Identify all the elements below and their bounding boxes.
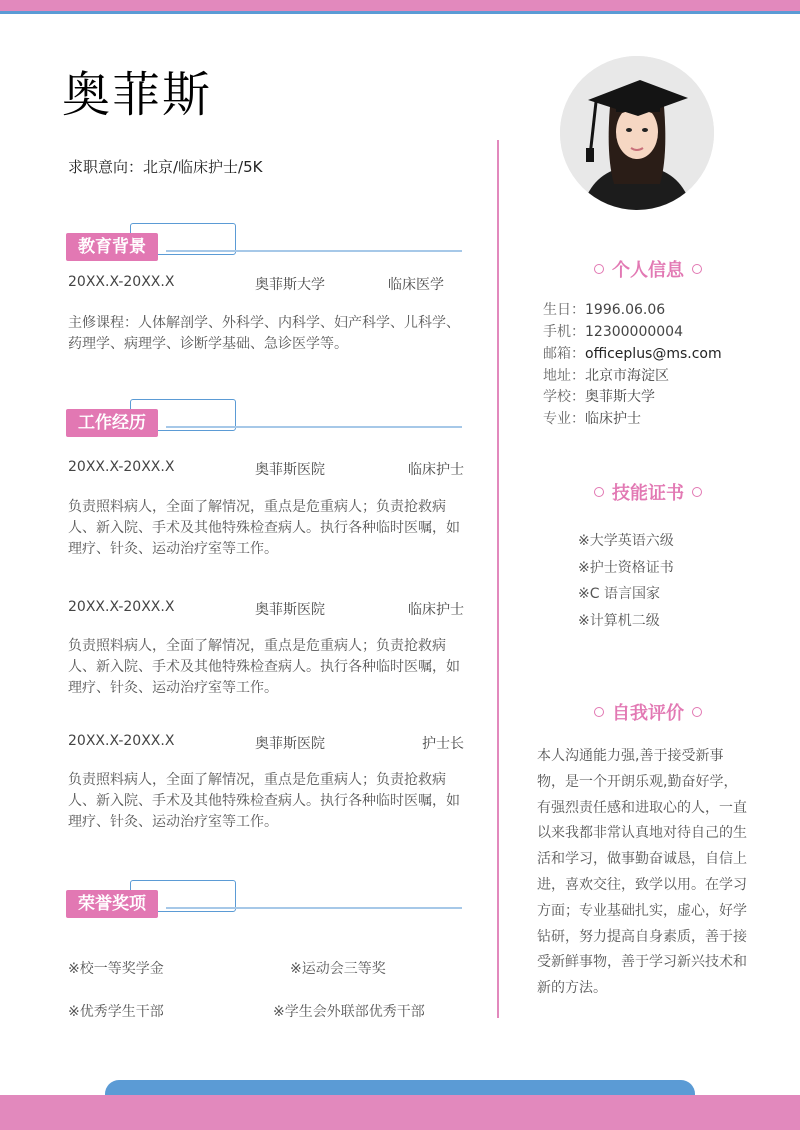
info-value: 12300000004 bbox=[585, 324, 683, 340]
footer-accent-pink bbox=[0, 1095, 800, 1130]
info-value: 1996.06.06 bbox=[585, 302, 666, 318]
info-label: 手机： bbox=[543, 324, 585, 340]
work-date: 20XX.X-20XX.X bbox=[68, 733, 175, 749]
honor-item: ※运动会三等奖 bbox=[290, 961, 386, 977]
circle-icon bbox=[692, 487, 702, 497]
work-role: 护士长 bbox=[422, 736, 464, 752]
work-row bbox=[68, 599, 464, 619]
avatar bbox=[560, 56, 714, 210]
honor-item: ※校一等奖学金 bbox=[68, 961, 164, 977]
circle-icon bbox=[594, 264, 604, 274]
work-date: 20XX.X-20XX.X bbox=[68, 459, 175, 475]
info-value: officeplus@ms.com bbox=[585, 346, 722, 362]
info-value: 奥菲斯大学 bbox=[585, 389, 655, 405]
self-eval-heading bbox=[498, 699, 798, 725]
info-row-email bbox=[543, 343, 722, 363]
honor-item: ※学生会外联部优秀干部 bbox=[273, 1004, 425, 1020]
section-title: 工作经历 bbox=[66, 409, 158, 437]
education-row bbox=[68, 274, 464, 294]
top-accent-bar bbox=[0, 0, 800, 11]
personal-info-heading bbox=[498, 256, 798, 282]
work-row bbox=[68, 459, 464, 479]
work-description: 负责照料病人，全面了解情况，重点是危重病人；负责抢救病人、新入院、手术及其他特殊检查病人。执行各种临时医嘱，如理疗、针灸、运动治疗室等工作。 bbox=[68, 499, 460, 557]
section-title: 荣誉奖项 bbox=[66, 890, 158, 918]
honors-section-header bbox=[66, 882, 466, 922]
education-section-header bbox=[66, 225, 466, 265]
top-accent-line bbox=[0, 11, 800, 14]
info-label: 地址： bbox=[543, 368, 585, 384]
info-value: 北京市海淀区 bbox=[585, 368, 669, 384]
section-rule bbox=[166, 250, 462, 252]
circle-icon bbox=[692, 264, 702, 274]
education-major: 临床医学 bbox=[388, 277, 444, 293]
candidate-name: 奥菲斯 bbox=[62, 67, 213, 123]
honor-item: ※优秀学生干部 bbox=[68, 1004, 164, 1020]
work-description: 负责照料病人，全面了解情况，重点是危重病人；负责抢救病人、新入院、手术及其他特殊检查病人。执行各种临时医嘱，如理疗、针灸、运动治疗室等工作。 bbox=[68, 638, 460, 696]
skills-title: 技能证书 bbox=[612, 483, 684, 504]
info-label: 专业： bbox=[543, 411, 585, 427]
education-courses: 主修课程：人体解剖学、外科学、内科学、妇产科学、儿科学、药理学、病理学、诊断学基础、急诊医学等。 bbox=[68, 315, 460, 352]
info-label: 学校： bbox=[543, 389, 585, 405]
info-row-birthday bbox=[543, 299, 665, 319]
work-org: 奥菲斯医院 bbox=[255, 462, 325, 478]
work-role: 临床护士 bbox=[408, 462, 464, 478]
skill-item: ※护士资格证书 bbox=[578, 560, 674, 576]
info-row-major bbox=[543, 408, 641, 428]
info-row-address bbox=[543, 365, 669, 385]
personal-info-title: 个人信息 bbox=[612, 260, 684, 281]
info-label: 生日： bbox=[543, 302, 585, 318]
skill-item: ※大学英语六级 bbox=[578, 533, 674, 549]
work-section-header bbox=[66, 401, 466, 441]
skill-item: ※C 语言国家 bbox=[578, 586, 660, 602]
circle-icon bbox=[594, 707, 604, 717]
info-value: 临床护士 bbox=[585, 411, 641, 427]
education-school: 奥菲斯大学 bbox=[255, 277, 325, 293]
work-description: 负责照料病人，全面了解情况，重点是危重病人；负责抢救病人、新入院、手术及其他特殊检查病人。执行各种临时医嘱，如理疗、针灸、运动治疗室等工作。 bbox=[68, 772, 460, 830]
section-rule bbox=[166, 907, 462, 909]
self-eval-text: 本人沟通能力强,善于接受新事物，是一个开朗乐观,勤奋好学，有强烈责任感和进取心的人，一直以来我都非常认真地对待自己的生活和学习，做事勤奋诚恳，自信上进，喜欢交往，致学以用。在学习方面；专业基础扎实，虚心，好学钻研，努力提高自身素质，善于接受新鲜事物，善于学习新兴技术和新的方法。 bbox=[537, 748, 747, 997]
info-row-school bbox=[543, 386, 655, 406]
work-org: 奥菲斯医院 bbox=[255, 602, 325, 618]
work-row bbox=[68, 733, 464, 753]
work-org: 奥菲斯医院 bbox=[255, 736, 325, 752]
job-intent: 求职意向：北京/临床护士/5K bbox=[68, 158, 263, 176]
info-row-phone bbox=[543, 321, 683, 341]
circle-icon bbox=[692, 707, 702, 717]
circle-icon bbox=[594, 487, 604, 497]
work-role: 临床护士 bbox=[408, 602, 464, 618]
info-label: 邮箱： bbox=[543, 346, 585, 362]
section-title: 教育背景 bbox=[66, 233, 158, 261]
section-rule bbox=[166, 426, 462, 428]
work-date: 20XX.X-20XX.X bbox=[68, 599, 175, 615]
education-date: 20XX.X-20XX.X bbox=[68, 274, 175, 290]
skill-item: ※计算机二级 bbox=[578, 613, 660, 629]
skills-heading bbox=[498, 479, 798, 505]
self-eval-title: 自我评价 bbox=[612, 703, 684, 724]
